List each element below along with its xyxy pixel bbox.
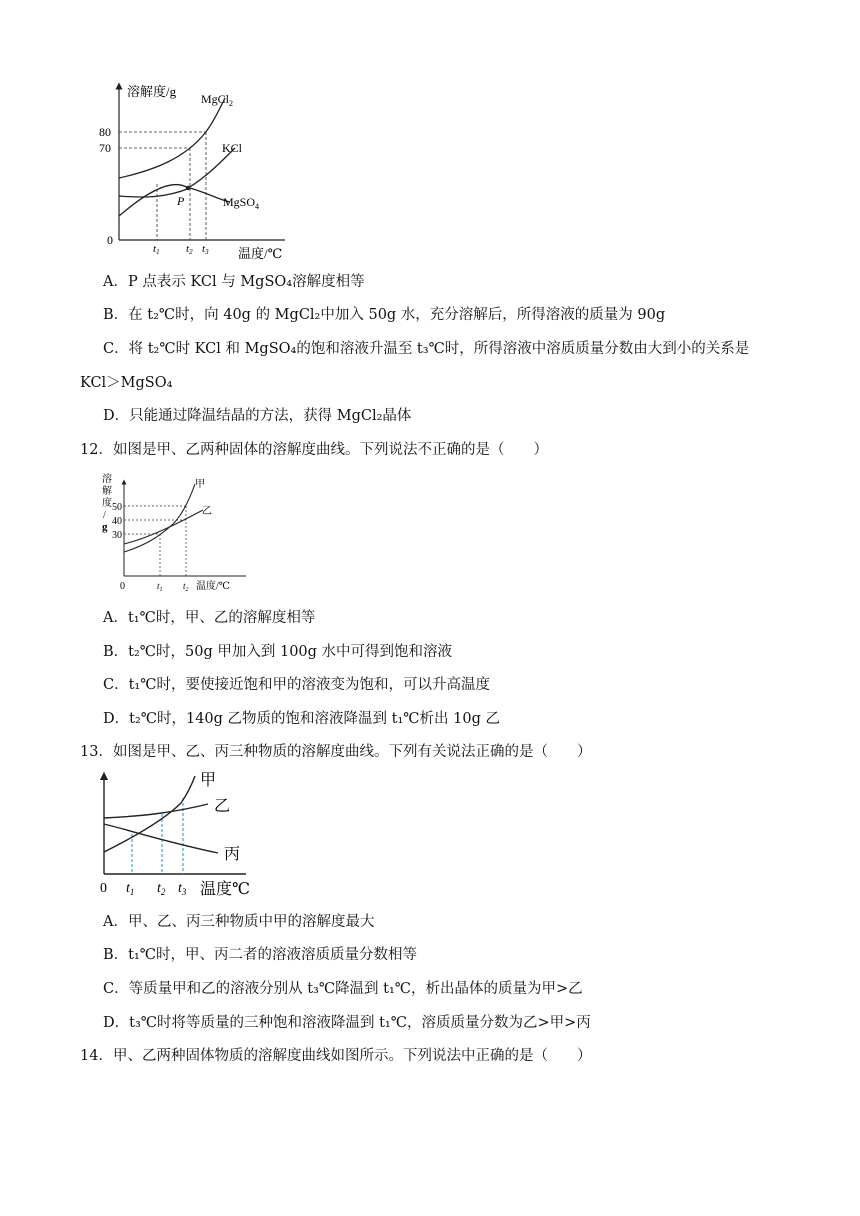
q11-option-b: B．在 t₂℃时，向 40g 的 MgCl₂中加入 50g 水，充分溶解后，所得溶液的质量为 90g — [103, 307, 666, 323]
q11-label-kcl: KCl — [222, 141, 243, 155]
q13-curve-bing — [104, 824, 218, 853]
q13-xlabel: 温度℃ — [200, 881, 250, 898]
q11-option-c-line1: C．将 t₂℃时 KCl 和 MgSO₄的饱和溶液升温至 t₃℃时，所得溶液中溶质质量分数由大到小的关系是 — [103, 341, 750, 357]
q11-ytick-70: 70 — [99, 141, 111, 155]
q13-xtick-t3: $t_3$ — [178, 881, 187, 897]
q13-label-jia: 甲 — [200, 772, 217, 789]
q11-point-p — [186, 186, 190, 190]
q11-xtick-t3: t3 — [202, 243, 209, 256]
q12-ytick-40: 40 — [112, 516, 122, 527]
q13-label-yi: 乙 — [214, 798, 231, 815]
q11-label-mgso4: MgSO$_4$ — [223, 195, 260, 211]
q11-ylabel: 溶解度/g — [127, 84, 177, 99]
q11-xtick-t1: t1 — [153, 243, 160, 256]
q11-label-mgcl2: MgCl$_2$ — [201, 92, 234, 108]
q13-option-d: D．t₃℃时将等质量的三种饱和溶液降温到 t₁℃，溶质质量分数为乙>甲>丙 — [103, 1015, 591, 1031]
q14-stem: 14．甲、乙两种固体物质的溶解度曲线如图所示。下列说法中正确的是（ ） — [80, 1048, 592, 1064]
q12-label-jia: 甲 — [195, 479, 205, 490]
q12-xtick-t1: $t_1$ — [157, 581, 163, 593]
q11-xlabel: 温度/℃ — [238, 246, 283, 261]
q11-point-label: P — [177, 194, 185, 208]
q11-xtick-t2: t2 — [186, 243, 193, 256]
q12-option-a: A．t₁℃时，甲、乙的溶解度相等 — [103, 610, 316, 626]
q12-ylabel-c5: g — [102, 521, 108, 533]
q12-ylabel-c1: 溶 — [102, 474, 112, 485]
q12-option-d: D．t₂℃时，140g 乙物质的饱和溶液降温到 t₁℃析出 10g 乙 — [103, 711, 500, 727]
q13-label-bing: 丙 — [224, 846, 241, 863]
q11-option-c-line2: KCl＞MgSO₄ — [80, 375, 173, 391]
q12-ylabel-c3: 度 — [102, 498, 112, 509]
q11-curve-mgso4 — [119, 188, 230, 202]
q13-curve-yi — [104, 804, 208, 818]
q12-solubility-chart — [98, 468, 248, 596]
q13-option-b: B．t₁℃时，甲、丙二者的溶液溶质质量分数相等 — [103, 947, 418, 963]
q11-ytick-80: 80 — [99, 125, 111, 139]
q12-label-yi: 乙 — [202, 506, 212, 517]
q12-ylabel-c4: / — [103, 510, 106, 521]
q12-option-b: B．t₂℃时，50g 甲加入到 100g 水中可得到饱和溶液 — [103, 644, 453, 660]
q12-curve-jia — [124, 484, 195, 552]
q13-xtick-t2: $t_2$ — [157, 881, 166, 897]
q12-origin: 0 — [120, 581, 125, 592]
q12-ytick-50: 50 — [112, 502, 122, 513]
q12-curve-yi — [124, 510, 203, 544]
q12-xlabel: 温度/℃ — [196, 581, 230, 592]
q13-solubility-chart — [96, 768, 266, 898]
q13-origin: 0 — [100, 881, 107, 896]
q11-option-d: D．只能通过降温结晶的方法，获得 MgCl₂晶体 — [103, 408, 412, 424]
q12-ylabel-c2: 解 — [102, 486, 112, 497]
q13-option-c: C．等质量甲和乙的溶液分别从 t₃℃降温到 t₁℃，析出晶体的质量为甲>乙 — [103, 981, 583, 997]
q12-xtick-t2: $t_2$ — [183, 581, 189, 593]
q12-stem: 12．如图是甲、乙两种固体的溶解度曲线。下列说法不正确的是（ ） — [80, 442, 548, 458]
q11-curve-mgcl2 — [119, 98, 225, 178]
q13-xtick-t1: $t_1$ — [126, 881, 135, 897]
q11-solubility-chart — [95, 78, 295, 263]
q13-stem: 13．如图是甲、乙、丙三种物质的溶解度曲线。下列有关说法正确的是（ ） — [80, 744, 592, 760]
q11-option-a: A．P 点表示 KCl 与 MgSO₄溶解度相等 — [103, 274, 365, 290]
q13-option-a: A．甲、乙、丙三种物质中甲的溶解度最大 — [103, 914, 375, 930]
q12-ytick-30: 30 — [112, 530, 122, 541]
q11-origin: 0 — [107, 233, 113, 247]
q12-option-c: C．t₁℃时，要使接近饱和甲的溶液变为饱和，可以升高温度 — [103, 677, 490, 693]
